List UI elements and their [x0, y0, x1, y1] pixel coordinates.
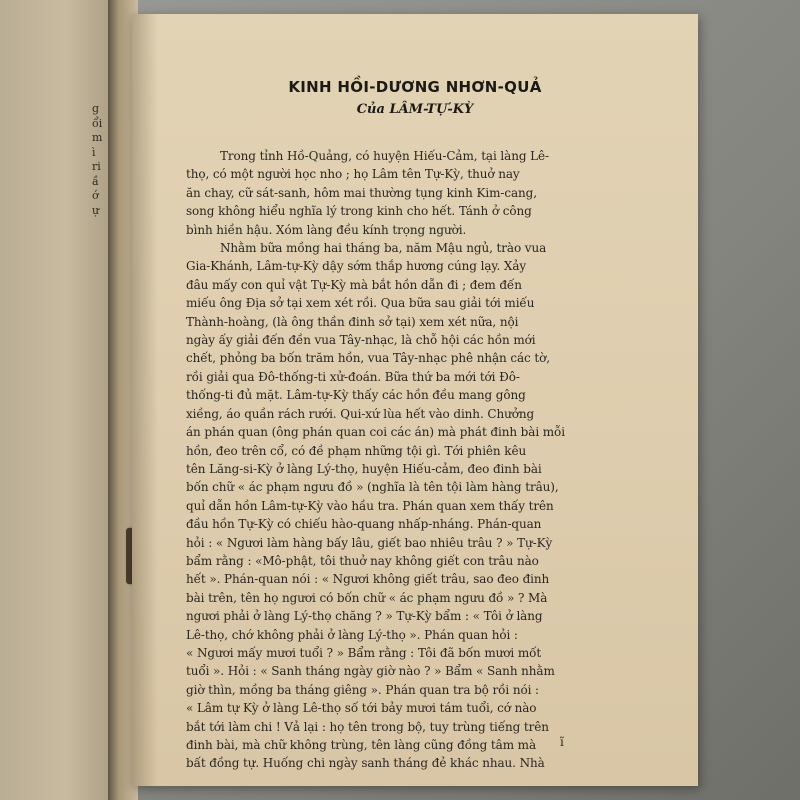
fragment-line: g: [92, 102, 100, 115]
text-line: Thành-hoàng, (là ông thần đinh sở tại) xem xét nữa, nội: [186, 314, 519, 329]
body-text: [186, 147, 656, 773]
text-line: giờ thìn, mồng ba tháng giêng ». Phán quan tra bộ rồi nói :: [186, 682, 539, 697]
paragraph: [186, 239, 656, 773]
text-line: bắt tới làm chi ! Vả lại : họ tên trong bộ, tuy trùng tiếng trên: [186, 719, 549, 734]
text-line: Nhằm bữa mồng hai tháng ba, năm Mậu ngủ, trào vua: [220, 241, 547, 256]
left-page: [0, 0, 122, 800]
fragment-line: m: [92, 131, 103, 144]
fragment-line: ổi: [92, 116, 103, 130]
text-line: bốn chữ « ác phạm ngưu đồ » (nghĩa là tên tội làm hàng trâu),: [186, 480, 559, 495]
text-line: Trong tỉnh Hồ-Quảng, có huyện Hiếu-Cảm, tại làng Lê-: [220, 149, 549, 163]
text-line: ngày ấy giải đến đền vua Tây-nhạc, là chỗ hội các hồn mới: [186, 333, 536, 348]
text-line: chết, phỏng ba bốn trăm hồn, vua Tây-nhạc phê nhận các tờ,: [186, 351, 550, 366]
text-line: án phán quan (ông phán quan coi các án) mà phát đinh bài mỗi: [186, 425, 566, 440]
author-line: Của LÂM-TỰ-KỲ: [356, 102, 474, 117]
text-line: đầu hồn Tự-Kỳ có chiếu hào-quang nhấp-nháng. Phán-quan: [186, 517, 542, 532]
text-line: bình hiền hậu. Xóm làng đều kính trọng người.: [186, 222, 467, 237]
text-line: Gia-Khánh, Lâm-tự-Kỳ dậy sớm thắp hương cúng lạy. Xảy: [186, 259, 527, 274]
text-line: hết ». Phán-quan nói : « Ngươi không giết trâu, sao đeo đinh: [186, 572, 550, 587]
text-line: miếu ông Địa sở tại xem xét rồi. Qua bữa sau giải tới miếu: [186, 296, 535, 311]
text-line: thọ, có một người học nho ; họ Lâm tên Tự-Kỳ, thuở nay: [186, 167, 520, 182]
fragment-line: ớ: [92, 189, 99, 202]
fragment-line: ri: [92, 160, 101, 173]
text-line: ngươi phải ở làng Lý-thọ chăng ? » Tự-Kỳ bẩm : « Tôi ở làng: [186, 609, 543, 624]
fragment-line: ầ: [92, 174, 99, 188]
fragment-line: ì: [92, 145, 96, 159]
text-line: bài trên, tên họ ngươi có bốn chữ « ác phạm ngưu đồ » ? Mà: [186, 590, 548, 605]
text-line: hồn, đeo trên cổ, có đề phạm những tội gì. Tới phiên kêu: [186, 443, 527, 458]
text-line: hỏi : « Ngươi làm hàng bấy lâu, giết bao nhiêu trâu ? » Tự-Kỳ: [186, 535, 553, 550]
text-line: tên Lăng-si-Kỳ ở làng Lý-thọ, huyện Hiếu-cảm, đeo đinh bài: [186, 461, 542, 476]
fragment-line: ự: [92, 203, 100, 217]
paragraph: [186, 147, 656, 239]
text-line: « Lâm tự Kỳ ở làng Lê-thọ số tới bảy mươi tám tuổi, cớ nào: [186, 701, 537, 716]
text-line: đinh bài, mà chữ không trùng, tên làng cũng đồng tâm mà: [186, 738, 537, 752]
text-line: bất đồng tự. Huống chi ngày sanh tháng đẻ khác nhau. Nhà: [186, 756, 545, 771]
book-page: [132, 14, 698, 786]
text-line: đâu mấy con quỉ vật Tự-Kỳ mà bắt hồn dẫn đi ; đem đến: [186, 277, 522, 292]
text-line: thống-ti đủ mặt. Lâm-tự-Kỳ thấy các hồn đều mang gông: [186, 388, 526, 403]
page-gutter-shadow: [132, 14, 158, 786]
text-line: rồi giải qua Đô-thống-ti xử-đoán. Bữa thứ ba mới tới Đô-: [186, 369, 520, 384]
text-line: tuổi ». Hỏi : « Sanh tháng ngày giờ nào ? » Bẩm « Sanh nhằm: [186, 664, 555, 679]
text-line: « Ngươi mấy mươi tuổi ? » Bẩm rằng : Tôi đã bốn mươi mốt: [186, 645, 542, 660]
text-line: bẩm rằng : «Mô-phật, tôi thuở nay không giết con trâu nào: [186, 553, 539, 568]
text-line: quỉ dẫn hồn Lâm-tự-Kỳ vào hầu tra. Phán quan xem thấy trên: [186, 498, 554, 513]
document-title: KINH HỒI-DƯƠNG NHƠN-QUẢ: [288, 78, 542, 96]
text-line: ăn chay, cữ sát-sanh, hôm mai thường tụng kinh Kim-cang,: [186, 185, 537, 200]
text-line: xiềng, áo quần rách rưới. Qui-xứ lùa hết vào dinh. Chưởng: [186, 406, 535, 421]
text-line: song không hiểu nghĩa lý trong kinh cho hết. Tánh ở công: [186, 204, 532, 219]
page-mark: ĩ: [560, 735, 564, 749]
text-line: Lê-thọ, chớ không phải ở làng Lý-thọ ». Phán quan hỏi :: [186, 627, 518, 642]
